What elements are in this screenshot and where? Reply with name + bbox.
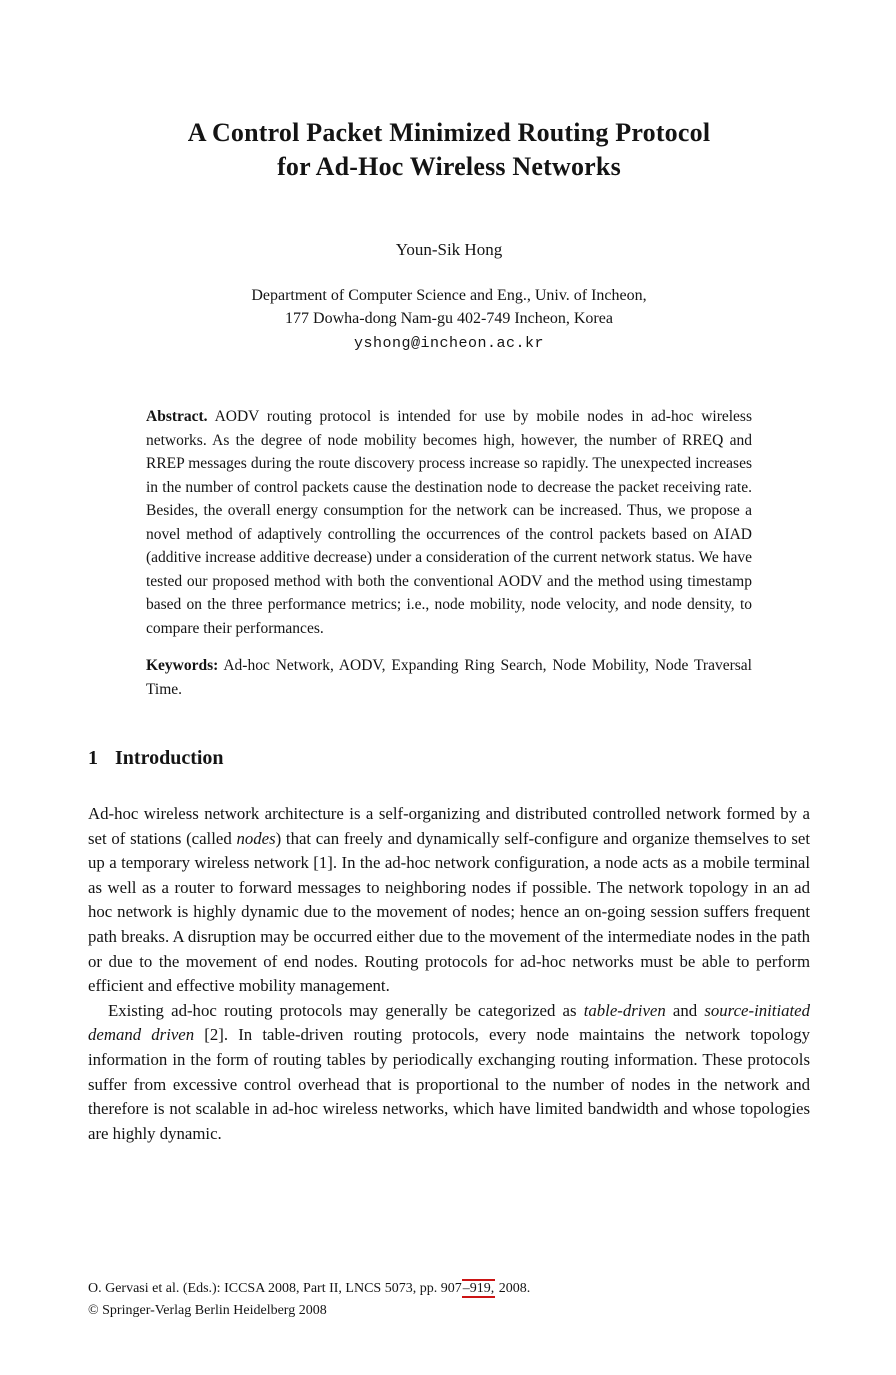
abstract-text: AODV routing protocol is intended for use by mobile nodes in ad-hoc wireless networks. As the degree of node mobility becomes high, however, the number of RREQ and RREP messages during the route discovery process increase so rapidly. The unexpected increases in the number of control packets cause the destination node to decrease the packet receiving rate. Besides, the overall energy consumption for the network can be increased. Thus, we propose a novel method of adaptively controlling the occurrences of the control packets based on AIAD (additive increase additive decrease) under a consideration of the current network status. We have tested our proposed method with both the conventional AODV and the method using timestamp based on the three performance metrics; i.e., node mobility, node velocity, and node density, to compare their performances. (146, 408, 752, 637)
intro-p1-text: Ad-hoc wireless network architecture is a self-organizing and distributed controlled network formed by a set of stations (called (88, 804, 810, 848)
paper-title-line2: for Ad-Hoc Wireless Networks (277, 152, 621, 181)
keywords (146, 654, 752, 701)
affiliation-line2: 177 Dowha-dong Nam-gu 402-749 Incheon, Korea (285, 310, 613, 327)
footer (88, 1278, 530, 1322)
paper-title-line1: A Control Packet Minimized Routing Protocol (187, 118, 711, 147)
intro-p1-text-cont: ) that can freely and dynamically self-configure and organize themselves to set up a temporary wireless network [1]. In the ad-hoc network configuration, a node acts as a mobile terminal as well as a router to forward messages to neighboring nodes if possible. The network topology in an ad hoc network is highly dynamic due to the movement of nodes; hence an on-going session suffers frequent path breaks. A disruption may be occurred either due to the movement of the intermediate nodes in the path or due to the movement of end nodes. Routing protocols for ad-hoc networks must be able to perform efficient and effective mobility management. (88, 828, 811, 996)
abstract-label: Abstract. (146, 408, 208, 425)
intro-p2-italic-table-driven: table-driven (583, 1000, 666, 1020)
section-1-number: 1 (88, 747, 98, 769)
footer-citation-pre: O. Gervasi et al. (Eds.): ICCSA 2008, Part II, LNCS 5073, pp. 907 (88, 1281, 462, 1296)
intro-p2-text-cont: [2]. In table-driven routing protocols, every node maintains the network topology information in the form of routing tables by periodically exchanging routing information. These protocols suffer from excessive control overhead that is proportional to the number of nodes in the network and therefore is not scalable in ad-hoc wireless networks, which have limited bandwidth and whose topologies are highly dynamic. (88, 1025, 810, 1143)
intro-p2-text: Existing ad-hoc routing protocols may generally be categorized as (108, 1000, 584, 1020)
footer-citation-post: 2008. (495, 1281, 531, 1296)
keywords-label: Keywords: (146, 657, 219, 674)
section-1-title: Introduction (115, 747, 224, 769)
intro-p1-italic-nodes: nodes (236, 828, 276, 848)
keywords-text: Ad-hoc Network, AODV, Expanding Ring Search, Node Mobility, Node Traversal Time. (146, 657, 752, 698)
intro-p2-italic-source-initiated: source-initiated demand driven (88, 1000, 810, 1045)
affiliation-block (88, 284, 810, 355)
paper-title (88, 116, 810, 184)
footer-citation (88, 1278, 530, 1300)
intro-paragraph-2 (88, 999, 810, 1147)
affiliation-line1: Department of Computer Science and Eng., Univ. of Incheon, (251, 287, 647, 304)
page-range-link[interactable]: –919, (462, 1281, 495, 1296)
section-1-heading (88, 745, 810, 771)
author-name: Youn-Sik Hong (395, 240, 503, 259)
intro-p2-text-and: and (665, 1000, 705, 1020)
footer-copyright: © Springer-Verlag Berlin Heidelberg 2008 (88, 1303, 327, 1318)
intro-paragraph-1 (88, 802, 810, 999)
abstract (146, 405, 752, 640)
author-email: yshong@incheon.ac.kr (353, 335, 545, 352)
